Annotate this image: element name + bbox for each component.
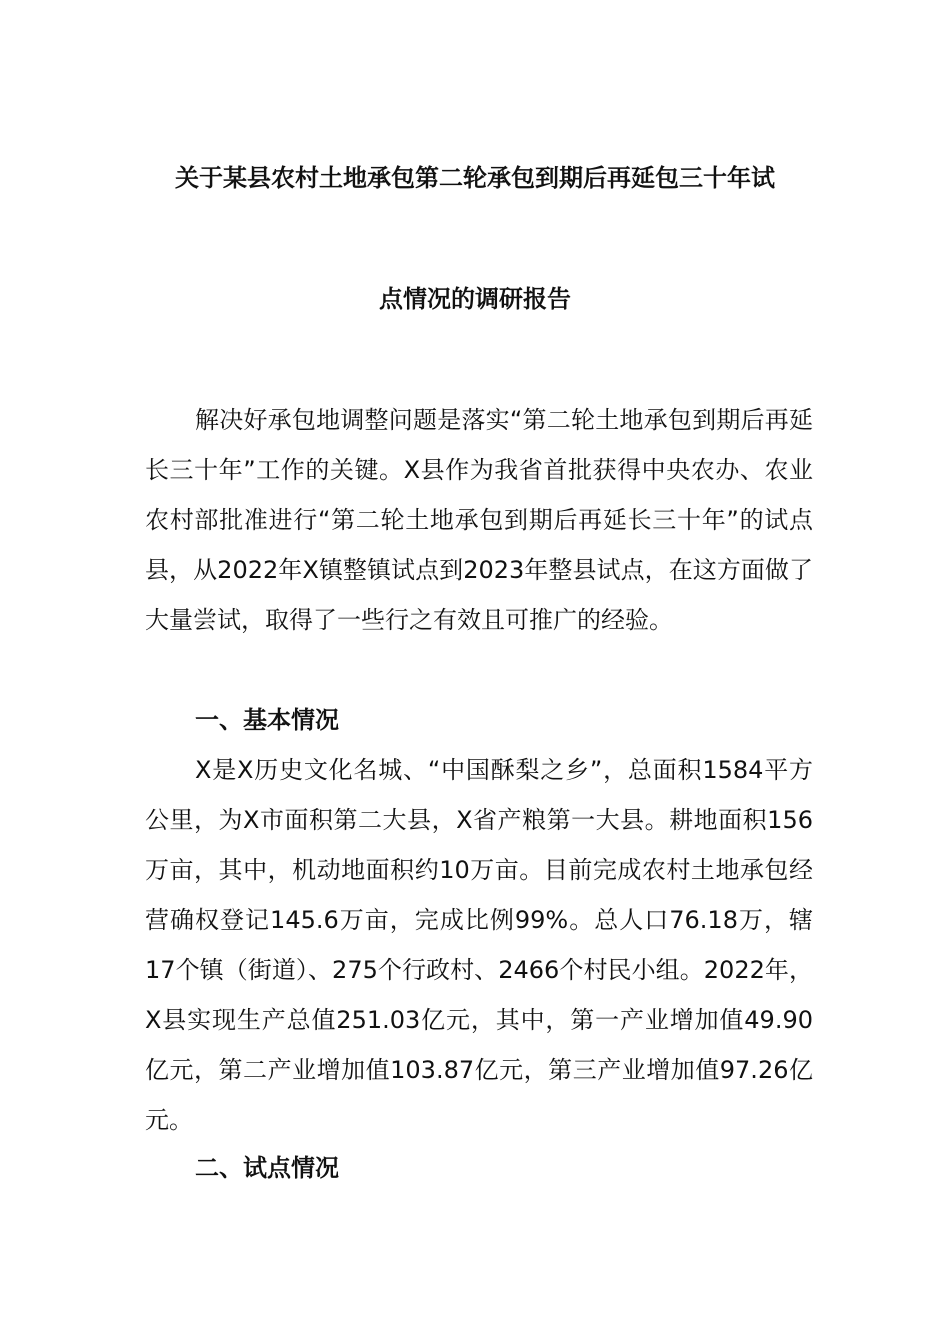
- basic-situation-paragraph: X是X历史文化名城、“中国酥梨之乡”，总面积1584平方公里，为X市面积第二大县，X省产粮第一大县。耕地面积156万亩，其中，机动地面积约10万亩。目前完成农村土地承包经营确权登记145.6万亩，完成比例99%。总人口76.18万，辖17个镇（街道）、275个行政村、2466个村民小组。2022年，X县实现生产总值251.03亿元，其中，第一产业增加值49.90亿元，第二产业增加值103.87亿元，第三产业增加值97.26亿元。: [145, 756, 813, 1134]
- section-heading-basic-situation: 一、基本情况: [195, 706, 339, 734]
- section-heading-pilot-situation: 二、试点情况: [195, 1154, 339, 1182]
- intro-paragraph: 解决好承包地调整问题是落实“第二轮土地承包到期后再延长三十年”工作的关键。X县作为我省首批获得中央农办、农业农村部批准进行“第二轮土地承包到期后再延长三十年”的试点县，从2022年X镇整镇试点到2023年整县试点，在这方面做了大量尝试，取得了一些行之有效且可推广的经验。: [145, 406, 813, 634]
- document-title-line-2: 点情况的调研报告: [379, 285, 571, 313]
- document-title-line-1: 关于某县农村土地承包第二轮承包到期后再延包三十年试: [175, 164, 775, 192]
